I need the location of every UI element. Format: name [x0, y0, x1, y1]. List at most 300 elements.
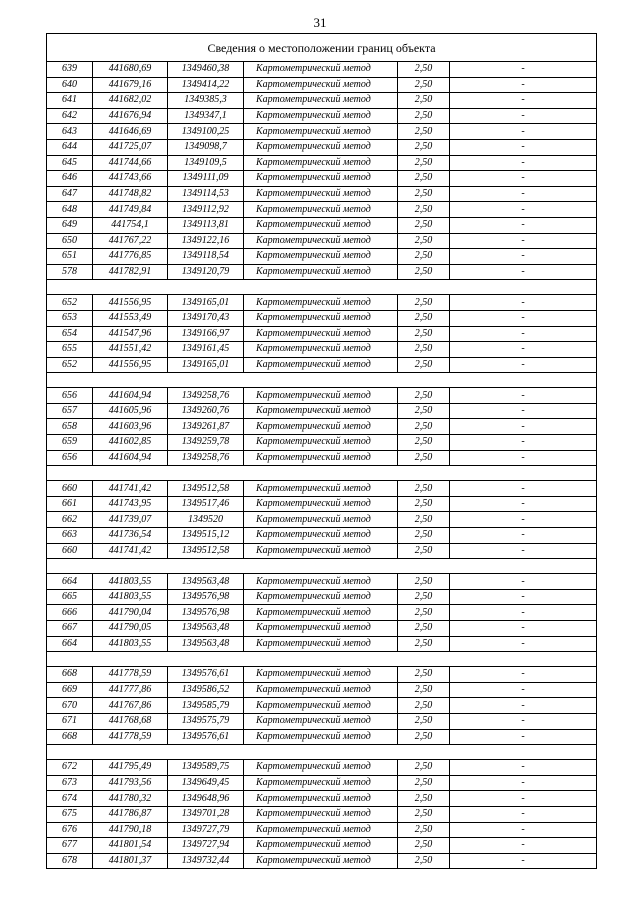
accuracy-cell: 2,50 [398, 93, 450, 109]
table-row [47, 481, 597, 497]
point-number-cell: 671 [47, 713, 93, 729]
description-cell: - [450, 621, 597, 637]
x-coordinate-cell: 441801,37 [93, 853, 168, 869]
y-coordinate-cell: 1349732,44 [168, 853, 244, 869]
table-row [47, 496, 597, 512]
accuracy-cell: 2,50 [398, 512, 450, 528]
description-cell: - [450, 310, 597, 326]
accuracy-cell: 2,50 [398, 233, 450, 249]
method-cell: Картометрический метод [244, 186, 398, 202]
table-row [47, 853, 597, 869]
x-coordinate-cell: 441741,42 [93, 543, 168, 559]
table-row [47, 543, 597, 559]
x-coordinate-cell: 441776,85 [93, 249, 168, 265]
accuracy-cell: 2,50 [398, 853, 450, 869]
table-row [47, 124, 597, 140]
method-cell: Картометрический метод [244, 124, 398, 140]
table-row [47, 589, 597, 605]
accuracy-cell: 2,50 [398, 496, 450, 512]
table-row [47, 139, 597, 155]
description-cell: - [450, 419, 597, 435]
y-coordinate-cell: 1349648,96 [168, 791, 244, 807]
x-coordinate-cell: 441803,55 [93, 636, 168, 652]
description-cell: - [450, 249, 597, 265]
point-number-cell: 675 [47, 806, 93, 822]
description-cell: - [450, 729, 597, 745]
table-row [47, 713, 597, 729]
y-coordinate-cell: 1349512,58 [168, 543, 244, 559]
table-row [47, 838, 597, 854]
y-coordinate-cell: 1349585,79 [168, 698, 244, 714]
point-number-cell: 670 [47, 698, 93, 714]
y-coordinate-cell: 1349109,5 [168, 155, 244, 171]
table-row [47, 310, 597, 326]
accuracy-cell: 2,50 [398, 357, 450, 373]
table-row [47, 186, 597, 202]
table-row [47, 264, 597, 280]
description-cell: - [450, 481, 597, 497]
y-coordinate-cell: 1349259,78 [168, 435, 244, 451]
x-coordinate-cell: 441782,91 [93, 264, 168, 280]
table-title: Сведения о местоположении границ объекта [47, 34, 597, 62]
description-cell: - [450, 775, 597, 791]
description-cell: - [450, 93, 597, 109]
y-coordinate-cell: 1349649,45 [168, 775, 244, 791]
accuracy-cell: 2,50 [398, 806, 450, 822]
method-cell: Картометрический метод [244, 667, 398, 683]
description-cell: - [450, 139, 597, 155]
method-cell: Картометрический метод [244, 760, 398, 776]
y-coordinate-cell: 1349515,12 [168, 528, 244, 544]
method-cell: Картометрический метод [244, 775, 398, 791]
method-cell: Картометрический метод [244, 108, 398, 124]
accuracy-cell: 2,50 [398, 589, 450, 605]
method-cell: Картометрический метод [244, 806, 398, 822]
description-cell: - [450, 124, 597, 140]
table-row [47, 698, 597, 714]
x-coordinate-cell: 441736,54 [93, 528, 168, 544]
x-coordinate-cell: 441801,54 [93, 838, 168, 854]
y-coordinate-cell: 1349098,7 [168, 139, 244, 155]
method-cell: Картометрический метод [244, 822, 398, 838]
accuracy-cell: 2,50 [398, 249, 450, 265]
x-coordinate-cell: 441604,94 [93, 388, 168, 404]
x-coordinate-cell: 441553,49 [93, 310, 168, 326]
y-coordinate-cell: 1349727,79 [168, 822, 244, 838]
y-coordinate-cell: 1349258,76 [168, 450, 244, 466]
y-coordinate-cell: 1349576,61 [168, 667, 244, 683]
description-cell: - [450, 217, 597, 233]
accuracy-cell: 2,50 [398, 310, 450, 326]
description-cell: - [450, 435, 597, 451]
method-cell: Картометрический метод [244, 574, 398, 590]
accuracy-cell: 2,50 [398, 388, 450, 404]
group-separator-row [47, 559, 597, 574]
point-number-cell: 673 [47, 775, 93, 791]
table-row [47, 605, 597, 621]
point-number-cell: 646 [47, 171, 93, 187]
y-coordinate-cell: 1349111,09 [168, 171, 244, 187]
x-coordinate-cell: 441748,82 [93, 186, 168, 202]
group-separator-cell [47, 280, 597, 295]
method-cell: Картометрический метод [244, 621, 398, 637]
x-coordinate-cell: 441767,22 [93, 233, 168, 249]
method-cell: Картометрический метод [244, 528, 398, 544]
point-number-cell: 676 [47, 822, 93, 838]
x-coordinate-cell: 441556,95 [93, 357, 168, 373]
point-number-cell: 677 [47, 838, 93, 854]
point-number-cell: 655 [47, 342, 93, 358]
group-separator-cell [47, 373, 597, 388]
table-row [47, 574, 597, 590]
table-row [47, 682, 597, 698]
description-cell: - [450, 326, 597, 342]
description-cell: - [450, 713, 597, 729]
accuracy-cell: 2,50 [398, 186, 450, 202]
table-row [47, 62, 597, 78]
accuracy-cell: 2,50 [398, 621, 450, 637]
y-coordinate-cell: 1349563,48 [168, 574, 244, 590]
method-cell: Картометрический метод [244, 155, 398, 171]
method-cell: Картометрический метод [244, 450, 398, 466]
table-row [47, 822, 597, 838]
accuracy-cell: 2,50 [398, 791, 450, 807]
group-separator-cell [47, 466, 597, 481]
x-coordinate-cell: 441790,04 [93, 605, 168, 621]
group-separator-cell [47, 745, 597, 760]
method-cell: Картометрический метод [244, 838, 398, 854]
description-cell: - [450, 186, 597, 202]
method-cell: Картометрический метод [244, 729, 398, 745]
x-coordinate-cell: 441741,42 [93, 481, 168, 497]
description-cell: - [450, 62, 597, 78]
description-cell: - [450, 108, 597, 124]
table-row [47, 342, 597, 358]
x-coordinate-cell: 441725,07 [93, 139, 168, 155]
accuracy-cell: 2,50 [398, 155, 450, 171]
table-row [47, 233, 597, 249]
y-coordinate-cell: 1349414,22 [168, 77, 244, 93]
y-coordinate-cell: 1349576,98 [168, 589, 244, 605]
description-cell: - [450, 838, 597, 854]
y-coordinate-cell: 1349122,16 [168, 233, 244, 249]
table-row [47, 791, 597, 807]
point-number-cell: 657 [47, 403, 93, 419]
accuracy-cell: 2,50 [398, 481, 450, 497]
description-cell: - [450, 450, 597, 466]
method-cell: Картометрический метод [244, 713, 398, 729]
point-number-cell: 668 [47, 729, 93, 745]
table-title-row [47, 34, 597, 62]
point-number-cell: 658 [47, 419, 93, 435]
description-cell: - [450, 667, 597, 683]
point-number-cell: 647 [47, 186, 93, 202]
point-number-cell: 663 [47, 528, 93, 544]
method-cell: Картометрический метод [244, 202, 398, 218]
point-number-cell: 665 [47, 589, 93, 605]
y-coordinate-cell: 1349589,75 [168, 760, 244, 776]
group-separator-row [47, 652, 597, 667]
y-coordinate-cell: 1349170,43 [168, 310, 244, 326]
table-row [47, 512, 597, 528]
page-number: 31 [313, 15, 327, 30]
table-row [47, 403, 597, 419]
point-number-cell: 642 [47, 108, 93, 124]
point-number-cell: 661 [47, 496, 93, 512]
y-coordinate-cell: 1349347,1 [168, 108, 244, 124]
method-cell: Картометрический метод [244, 853, 398, 869]
description-cell: - [450, 496, 597, 512]
x-coordinate-cell: 441778,59 [93, 667, 168, 683]
table-row [47, 760, 597, 776]
group-separator-row [47, 373, 597, 388]
x-coordinate-cell: 441790,18 [93, 822, 168, 838]
method-cell: Картометрический метод [244, 698, 398, 714]
x-coordinate-cell: 441547,96 [93, 326, 168, 342]
point-number-cell: 641 [47, 93, 93, 109]
accuracy-cell: 2,50 [398, 139, 450, 155]
description-cell: - [450, 760, 597, 776]
point-number-cell: 660 [47, 481, 93, 497]
x-coordinate-cell: 441786,87 [93, 806, 168, 822]
method-cell: Картометрический метод [244, 171, 398, 187]
x-coordinate-cell: 441680,69 [93, 62, 168, 78]
description-cell: - [450, 574, 597, 590]
x-coordinate-cell: 441556,95 [93, 295, 168, 311]
group-separator-row [47, 745, 597, 760]
method-cell: Картометрический метод [244, 93, 398, 109]
method-cell: Картометрический метод [244, 481, 398, 497]
method-cell: Картометрический метод [244, 233, 398, 249]
x-coordinate-cell: 441743,95 [93, 496, 168, 512]
table-row [47, 636, 597, 652]
description-cell: - [450, 589, 597, 605]
accuracy-cell: 2,50 [398, 713, 450, 729]
accuracy-cell: 2,50 [398, 435, 450, 451]
description-cell: - [450, 264, 597, 280]
y-coordinate-cell: 1349100,25 [168, 124, 244, 140]
x-coordinate-cell: 441646,69 [93, 124, 168, 140]
y-coordinate-cell: 1349460,38 [168, 62, 244, 78]
table-row [47, 419, 597, 435]
description-cell: - [450, 342, 597, 358]
table-row [47, 217, 597, 233]
method-cell: Картометрический метод [244, 295, 398, 311]
x-coordinate-cell: 441605,96 [93, 403, 168, 419]
method-cell: Картометрический метод [244, 419, 398, 435]
accuracy-cell: 2,50 [398, 574, 450, 590]
method-cell: Картометрический метод [244, 605, 398, 621]
x-coordinate-cell: 441778,59 [93, 729, 168, 745]
x-coordinate-cell: 441803,55 [93, 589, 168, 605]
group-separator-row [47, 280, 597, 295]
method-cell: Картометрический метод [244, 636, 398, 652]
description-cell: - [450, 388, 597, 404]
y-coordinate-cell: 1349114,53 [168, 186, 244, 202]
x-coordinate-cell: 441602,85 [93, 435, 168, 451]
x-coordinate-cell: 441790,05 [93, 621, 168, 637]
accuracy-cell: 2,50 [398, 667, 450, 683]
x-coordinate-cell: 441768,68 [93, 713, 168, 729]
y-coordinate-cell: 1349576,98 [168, 605, 244, 621]
x-coordinate-cell: 441744,66 [93, 155, 168, 171]
table-row [47, 450, 597, 466]
point-number-cell: 645 [47, 155, 93, 171]
x-coordinate-cell: 441780,32 [93, 791, 168, 807]
method-cell: Картометрический метод [244, 217, 398, 233]
point-number-cell: 659 [47, 435, 93, 451]
point-number-cell: 578 [47, 264, 93, 280]
method-cell: Картометрический метод [244, 388, 398, 404]
x-coordinate-cell: 441754,1 [93, 217, 168, 233]
table-row [47, 108, 597, 124]
accuracy-cell: 2,50 [398, 108, 450, 124]
method-cell: Картометрический метод [244, 264, 398, 280]
method-cell: Картометрический метод [244, 682, 398, 698]
x-coordinate-cell: 441767,86 [93, 698, 168, 714]
method-cell: Картометрический метод [244, 496, 398, 512]
y-coordinate-cell: 1349563,48 [168, 636, 244, 652]
accuracy-cell: 2,50 [398, 528, 450, 544]
description-cell: - [450, 512, 597, 528]
y-coordinate-cell: 1349258,76 [168, 388, 244, 404]
y-coordinate-cell: 1349118,54 [168, 249, 244, 265]
y-coordinate-cell: 1349120,79 [168, 264, 244, 280]
x-coordinate-cell: 441551,42 [93, 342, 168, 358]
accuracy-cell: 2,50 [398, 605, 450, 621]
point-number-cell: 640 [47, 77, 93, 93]
description-cell: - [450, 605, 597, 621]
table-row [47, 93, 597, 109]
y-coordinate-cell: 1349260,76 [168, 403, 244, 419]
description-cell: - [450, 403, 597, 419]
group-separator-cell [47, 652, 597, 667]
boundary-coordinates-table [46, 33, 597, 869]
x-coordinate-cell: 441603,96 [93, 419, 168, 435]
table-row [47, 667, 597, 683]
point-number-cell: 652 [47, 295, 93, 311]
table-row [47, 388, 597, 404]
table-row [47, 326, 597, 342]
y-coordinate-cell: 1349161,45 [168, 342, 244, 358]
method-cell: Картометрический метод [244, 512, 398, 528]
method-cell: Картометрический метод [244, 326, 398, 342]
point-number-cell: 664 [47, 574, 93, 590]
method-cell: Картометрический метод [244, 310, 398, 326]
x-coordinate-cell: 441743,66 [93, 171, 168, 187]
description-cell: - [450, 806, 597, 822]
y-coordinate-cell: 1349512,58 [168, 481, 244, 497]
point-number-cell: 662 [47, 512, 93, 528]
accuracy-cell: 2,50 [398, 62, 450, 78]
x-coordinate-cell: 441739,07 [93, 512, 168, 528]
description-cell: - [450, 698, 597, 714]
accuracy-cell: 2,50 [398, 295, 450, 311]
point-number-cell: 666 [47, 605, 93, 621]
point-number-cell: 649 [47, 217, 93, 233]
accuracy-cell: 2,50 [398, 698, 450, 714]
accuracy-cell: 2,50 [398, 450, 450, 466]
y-coordinate-cell: 1349385,3 [168, 93, 244, 109]
point-number-cell: 672 [47, 760, 93, 776]
x-coordinate-cell: 441793,56 [93, 775, 168, 791]
point-number-cell: 651 [47, 249, 93, 265]
point-number-cell: 652 [47, 357, 93, 373]
method-cell: Картометрический метод [244, 791, 398, 807]
point-number-cell: 674 [47, 791, 93, 807]
accuracy-cell: 2,50 [398, 77, 450, 93]
point-number-cell: 650 [47, 233, 93, 249]
table-row [47, 357, 597, 373]
description-cell: - [450, 357, 597, 373]
accuracy-cell: 2,50 [398, 326, 450, 342]
table-row [47, 528, 597, 544]
point-number-cell: 660 [47, 543, 93, 559]
table-row [47, 621, 597, 637]
y-coordinate-cell: 1349261,87 [168, 419, 244, 435]
accuracy-cell: 2,50 [398, 342, 450, 358]
description-cell: - [450, 853, 597, 869]
x-coordinate-cell: 441679,16 [93, 77, 168, 93]
method-cell: Картометрический метод [244, 543, 398, 559]
table-row [47, 295, 597, 311]
accuracy-cell: 2,50 [398, 760, 450, 776]
y-coordinate-cell: 1349520 [168, 512, 244, 528]
x-coordinate-cell: 441795,49 [93, 760, 168, 776]
x-coordinate-cell: 441682,02 [93, 93, 168, 109]
accuracy-cell: 2,50 [398, 217, 450, 233]
accuracy-cell: 2,50 [398, 419, 450, 435]
accuracy-cell: 2,50 [398, 403, 450, 419]
accuracy-cell: 2,50 [398, 729, 450, 745]
table-row [47, 729, 597, 745]
point-number-cell: 678 [47, 853, 93, 869]
table-row [47, 202, 597, 218]
method-cell: Картометрический метод [244, 139, 398, 155]
y-coordinate-cell: 1349165,01 [168, 295, 244, 311]
y-coordinate-cell: 1349112,92 [168, 202, 244, 218]
y-coordinate-cell: 1349563,48 [168, 621, 244, 637]
description-cell: - [450, 295, 597, 311]
x-coordinate-cell: 441777,86 [93, 682, 168, 698]
description-cell: - [450, 202, 597, 218]
table-row [47, 249, 597, 265]
table-row [47, 806, 597, 822]
y-coordinate-cell: 1349727,94 [168, 838, 244, 854]
description-cell: - [450, 682, 597, 698]
point-number-cell: 644 [47, 139, 93, 155]
table-row [47, 775, 597, 791]
accuracy-cell: 2,50 [398, 202, 450, 218]
x-coordinate-cell: 441604,94 [93, 450, 168, 466]
point-number-cell: 669 [47, 682, 93, 698]
y-coordinate-cell: 1349701,28 [168, 806, 244, 822]
x-coordinate-cell: 441676,94 [93, 108, 168, 124]
description-cell: - [450, 233, 597, 249]
method-cell: Картометрический метод [244, 589, 398, 605]
y-coordinate-cell: 1349575,79 [168, 713, 244, 729]
method-cell: Картометрический метод [244, 435, 398, 451]
point-number-cell: 643 [47, 124, 93, 140]
method-cell: Картометрический метод [244, 342, 398, 358]
point-number-cell: 653 [47, 310, 93, 326]
point-number-cell: 667 [47, 621, 93, 637]
point-number-cell: 648 [47, 202, 93, 218]
method-cell: Картометрический метод [244, 249, 398, 265]
accuracy-cell: 2,50 [398, 775, 450, 791]
method-cell: Картометрический метод [244, 357, 398, 373]
y-coordinate-cell: 1349165,01 [168, 357, 244, 373]
